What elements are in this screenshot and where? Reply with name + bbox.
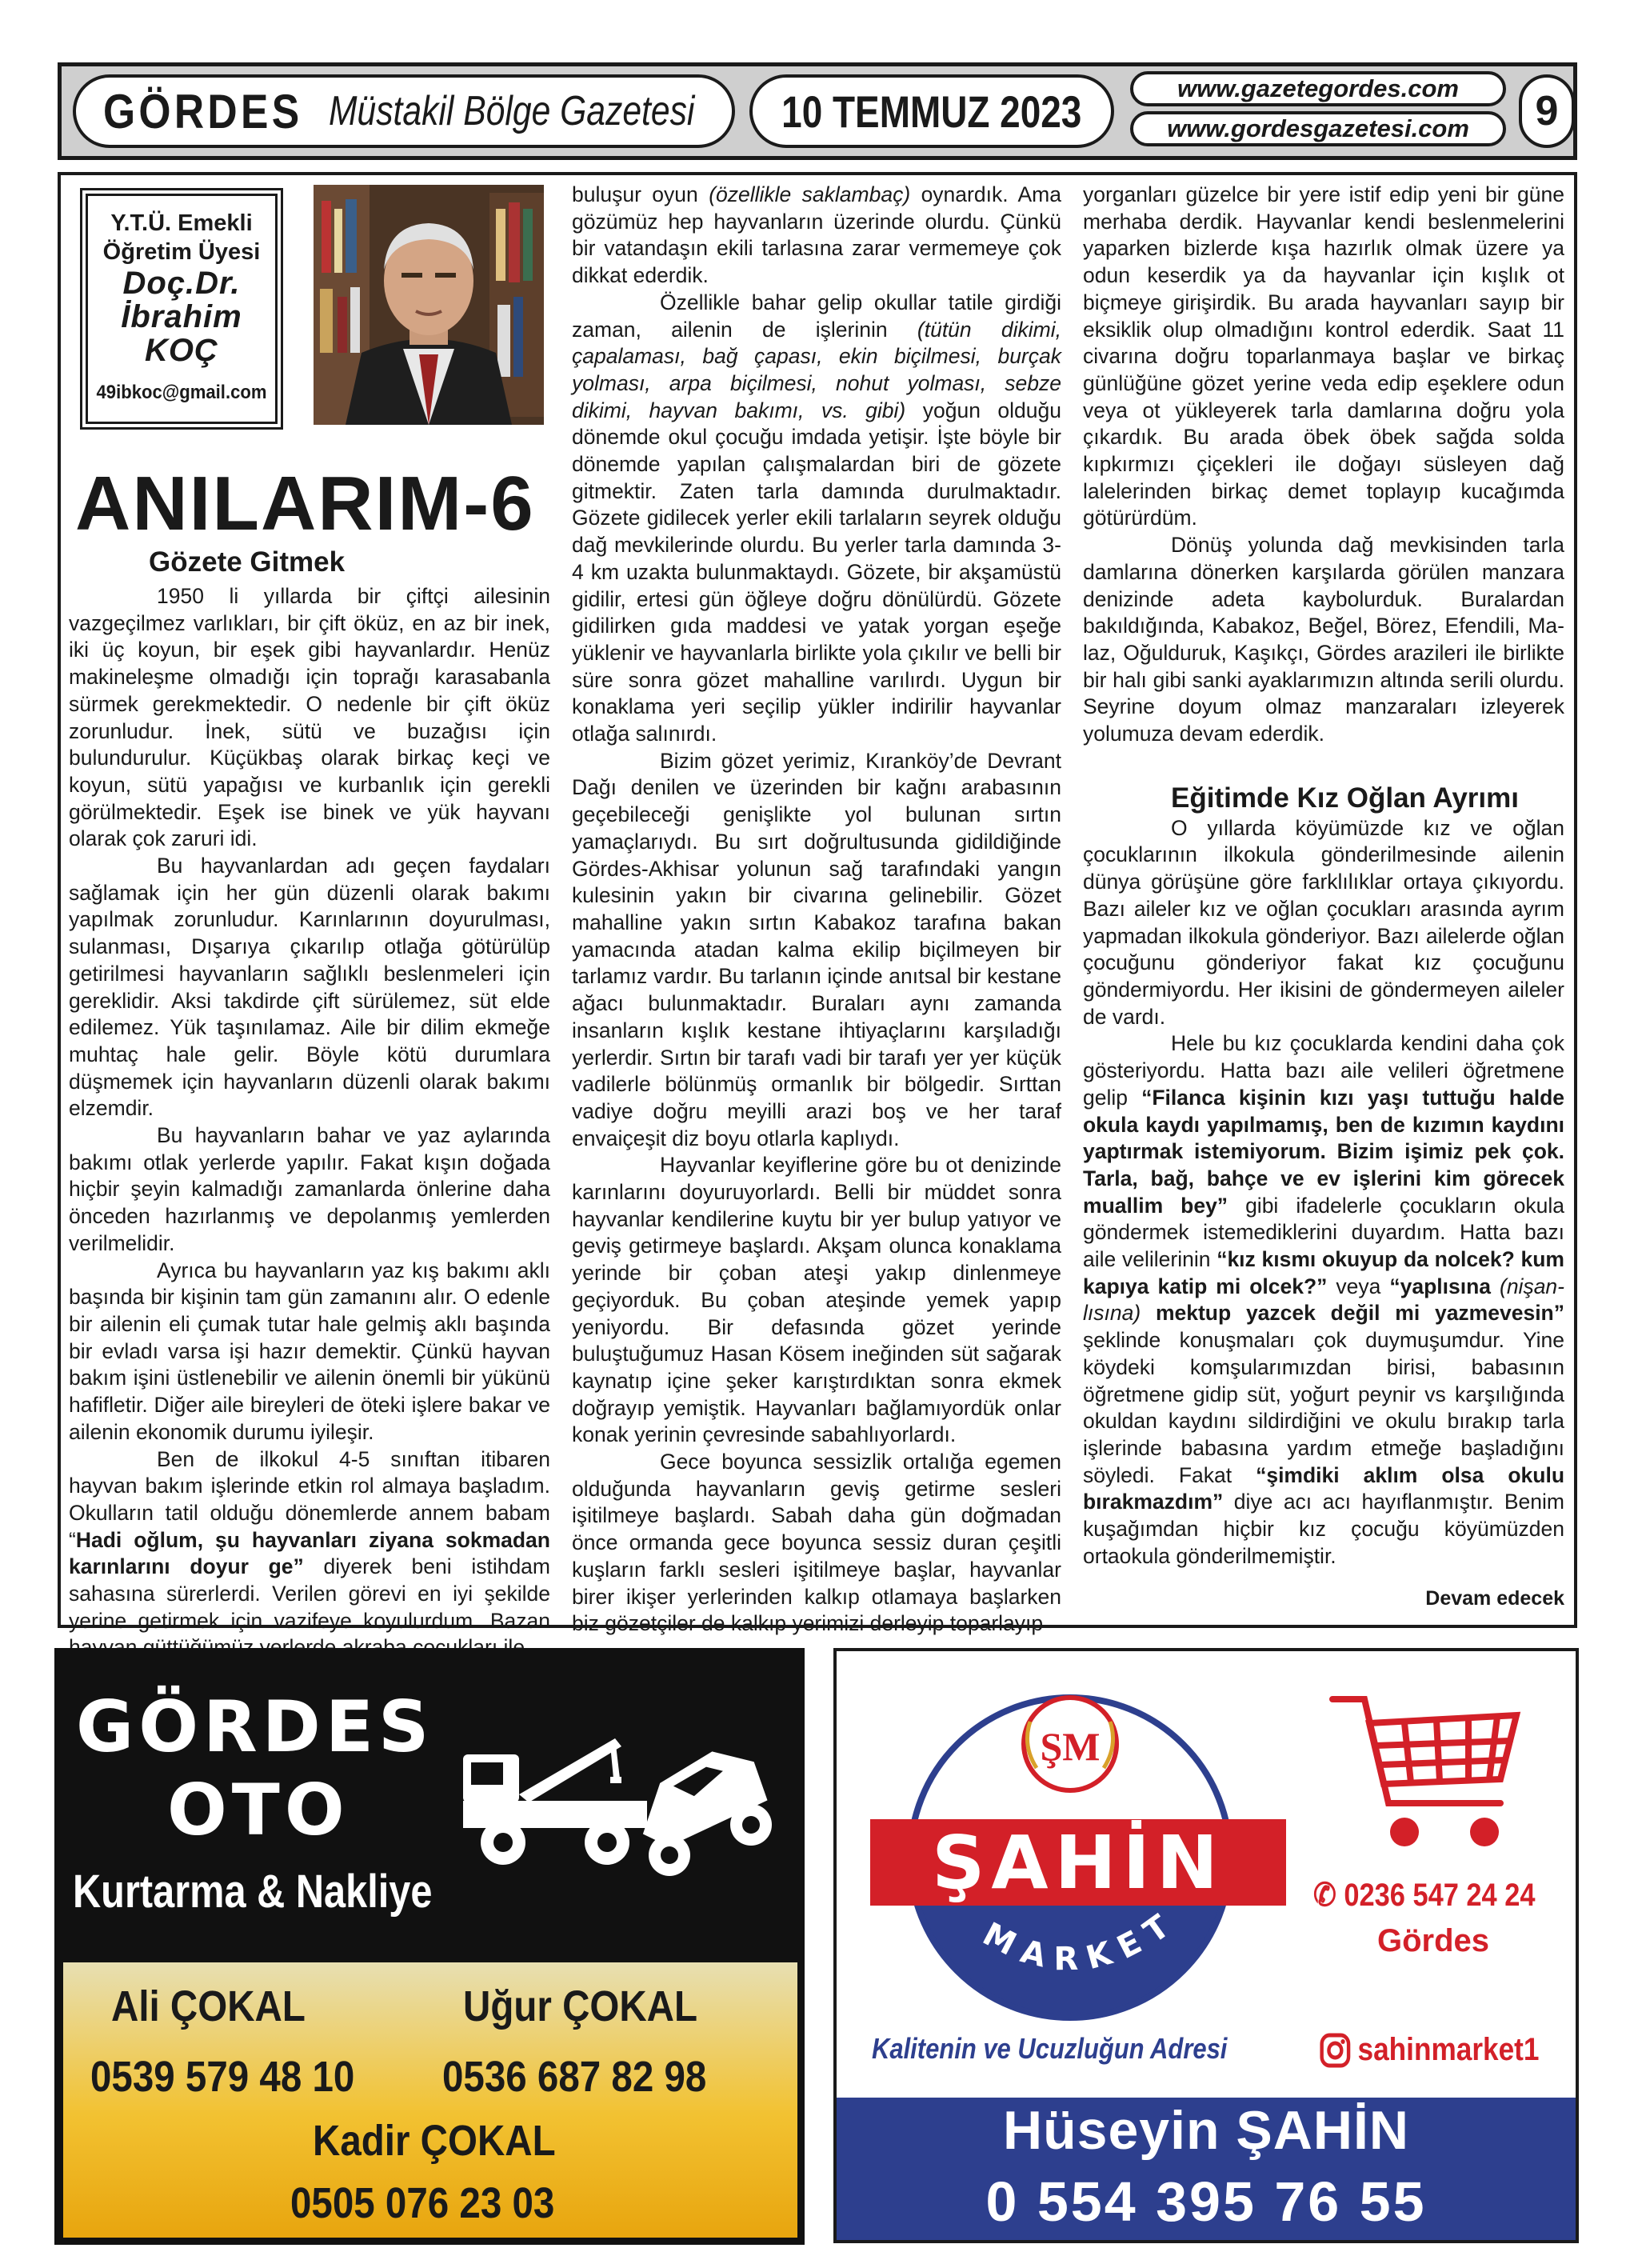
author-box <box>80 188 283 430</box>
tow-truck-icon <box>455 1706 775 1890</box>
ad-sahin-market <box>833 1648 1579 2243</box>
paragraph: Ayrıca bu hayvanların yaz kış bakımı aklı başında bir kişinin tam gün zamanını alır. O edenle bir ailenin eli çumak tutar hale gelmiş aklı başında bir evladı varsa işi hazır demektir. Çünkü hayvan bakım işini üstlenebilir ve ailenin önemli bir yükünü hafifletir. Diğer aile bireyleri de öteki işlere bakar ve ailenin ekonomik durumu iyileşir. <box>69 1258 550 1444</box>
italic-note: (özellikle saklambaç) <box>709 182 911 206</box>
author-line2: Öğretim Üyesi <box>102 239 261 265</box>
brand-sub: MARKET <box>977 1901 1186 1978</box>
website-link-2[interactable]: www.gordesgazetesi.com <box>1130 111 1506 146</box>
website-link-1[interactable]: www.gazetegordes.com <box>1130 71 1506 106</box>
paragraph: Gece boyunca sessizlik ortalığa egemen olduğunda hayvanların geviş getirme sesleri işitilmeye başlardı. Sabah daha gün doğmadan önce ormanda gece boyunca sessiz duran çeşitli kuşların farklı sesleri işitilmeye başlar, hayvanlar birer ikişer yerlerinden kalkıp otlamaya başlarken biz gözetçiler de kalkıp yerimizi derleyip toparlayıp <box>572 1450 1061 1636</box>
masthead <box>58 62 1577 160</box>
paragraph: yorganları güzelce bir yere istif edip yeni bir güne merhaba derdik. Hayvanlar kendi beslenmelerini yaparken bizlerde kışa hazırlık olmak üzere ya odun keserdik ya da hayvanlar için kışlık ot biçmeye girişirdik. Bu arada hayvanları sayıp bir eksiklik olup olmadığını kontrol ederdik. Saat 11 civarına doğru toparlanmaya başlar ve birkaç günlüğüne gözet yerine veda edip eşeklere odun veya ot yükleyerek tarla damlarına doğru yola çıkardık. Bu arada öbek öbek sağda solda kıpkırmızı çiçekleri ile doğayı süsleyen dağ lalelerinden birkaç demet toplayıp kucağımda götürürdüm. <box>1083 182 1564 530</box>
ad-oto-contacts <box>63 1962 797 2238</box>
instagram-icon <box>1320 2033 1351 2068</box>
market-slogan: Kalitenin ve Ucuzluğun Adresi <box>872 2032 1228 2065</box>
shopping-cart-icon <box>1324 1683 1532 1859</box>
ad-gordes-oto <box>54 1648 805 2245</box>
phone-icon: ✆ <box>1313 1878 1336 1913</box>
ad-oto-title: GÖRDES <box>76 1686 434 1768</box>
ad-oto-service: Kurtarma & Nakliye <box>73 1866 433 1918</box>
paragraph: Bu hayvanlardan adı geçen faydaları sağlamak için her gün düzenli olarak bakımı yapılmak zorunludur. Karınlarının doyurulması, sulanması, Dışarıya çıkarılıp otlağa götürülüp getirilmesi hayvanların sağlıklı beslenmeleri için gereklidir. Aksi takdirde çift sürülemez, süt elde edilemez. Yük taşınılamaz. Aile bir dilim ekmeğe muhtaç hale gelir. Böyle kötü durumlara düşmemek için hayvanların düzenli olarak bakımı elzemdir. <box>69 854 550 1121</box>
paragraph: Hayvanlar keyiflerine göre bu ot denizinde karınlarını doyuruyorlardı. Belli bir müddet sonra hayvanlar kendilerine kuytu bir yer bulup yatıyor ve geviş getirmeye başlardı. Akşam olunca konaklama yerinde bir çoban ateşi yakıp dinlenmeye geçiyorduk. Bu çoban ateşinde yemek yapıp yeniyordu. Bir defasında gözet yerinde buluştuğumuz Hasan Kösem ineğinden süt sağarak kaynatıp içine şeker karıştırdıktan sonra ekmek doğrayıp yemiştik. Hayvanları bağlamıyordük onlar konak yerinin çevresinde sabahlıyorlardı. <box>572 1153 1061 1447</box>
ad-oto-subtitle: OTO <box>167 1769 350 1851</box>
article-column-1 <box>69 583 550 1662</box>
brand-name: ŞAHİN <box>932 1820 1225 1906</box>
author-first-name: İbrahim <box>121 299 242 334</box>
author-title: Doç.Dr. <box>122 266 241 301</box>
contact-phone[interactable]: 0539 579 48 10 <box>90 2053 355 2101</box>
author-last-name: KOÇ <box>145 333 218 368</box>
paragraph: Bizim gözet yerimiz, Kıranköy’de Devrant Dağı denilen ve üzerinden bir kağnı arabasının geçebileceği genişlikte yol bulunan sırtın yamaçlarıydı. Bu sırt doğrultusunda gidildiğinde Gördes-Akhisar yolunun sağ tarafındaki yangın kulesinin yakın bir civarına gelinebilir. Gözet mahalline yakın sırtın Kabakoz tarafına bakan yamacında atadan kalma ekilip biçilmeyen bir tarlamız vardır. Bu tarlanın içinde anıtsal bir kestane ağacı bulunmaktadır. Buraları aynı zamanda insanların kışlık kestane ihtiyaçlarını karşıladığı yerlerdir. Sırtın bir tarafı vadi bir tarafı yer yer küçük vadilerle bölünmüş ormanlık bir bölgedir. Sırttan vadiye doğru meyilli arazi boş ve her taraf envaiçeşit diz boyu otlarla kaplıydı. <box>572 748 1061 1150</box>
paper-name: GÖRDES <box>103 84 303 138</box>
quote-bold: Hadi oğlum, şu hayvanları ziyana sokmadan karınlarını doyur ge” <box>69 1527 550 1579</box>
issue-date-text: 10 TEMMUZ 2023 <box>781 86 1082 137</box>
contact-name: Uğur ÇOKAL <box>463 1982 698 2030</box>
masthead-title-pill <box>73 74 735 148</box>
contact-phone[interactable]: 0536 687 82 98 <box>442 2053 707 2101</box>
contact-name: Ali ÇOKAL <box>111 1982 306 2030</box>
continued-note: Devam edecek <box>1425 1587 1564 1610</box>
paper-subtitle: Müstakil Bölge Gazetesi <box>329 88 695 134</box>
paragraph: Ben de ilkokul 4-5 sınıftan itibaren hayvan bakım işlerinde etkin rol almaya başladım. Okulların tatil olduğu dönemlerde annem babam “Hadi oğlum, şu hayvanları ziyana sokmadan karınlarını doyur ge” diyerek beni istihdam sahasına sürerlerdi. Verilen görevi en iyi şekilde yerine getirmek için vazifeye koyulurdum. Bazan <box>69 1446 550 1633</box>
issue-date <box>749 74 1114 148</box>
contact-phone[interactable]: 0505 076 23 03 <box>290 2179 555 2227</box>
article-column-2 <box>572 182 1061 1638</box>
owner-name: Hüseyin ŞAHİN <box>1003 2100 1409 2161</box>
article-column-3 <box>1083 182 1564 1613</box>
page-number: 9 <box>1519 74 1575 148</box>
author-photo <box>314 185 544 425</box>
logo-initials: ŞM <box>1040 1724 1101 1769</box>
article-headline: ANILARIM-6 <box>75 461 535 546</box>
owner-phone[interactable]: 0 554 395 76 55 <box>985 2170 1427 2233</box>
paragraph: Bu hayvanların bahar ve yaz aylarında bakımı otlak yerlerde yapılır. Fakat kışın doğada hiçbir şeyin kalmadığı zamanlarda önlerine daha önceden hazırlanmış ve depolanmış yemlerden verilmelidir. <box>69 1123 550 1255</box>
market-phone[interactable]: ✆ 0236 547 24 24 <box>1313 1878 1536 1913</box>
author-email[interactable]: 49ibkoc@gmail.com <box>96 382 267 403</box>
paragraph: Hele bu kız çocuklarda kendini daha çok gösteriyordu. Hatta bazı aile velileri öğretmene gelip “Filanca kişinin kızı yaşı tuttuğu halde okula kaydı yapılmamış, ben de kızımın kaydını yaptırmak istemiyorum. Bizim işimiz pek çok. Tarla, bağ, bahçe ve ev işlerini kim görecek muallim bey” gibi ifadelerle çocukların okula göndermek istemediklerini duyardım. Hatta bazı aile velilerinin “kız kısmı okuyup da nolcek? kum kapıya katip mi olcek?” veya “yaplısına (nişan-lısına) mektup yazcek değil mi yazmevesin” şeklinde konuşmaları çok duymuşumdur. Yine köydeki komşularımızdan birisi, babasının öğretmene gidip süt, yoğurt peynir vs karşılığında okuldan kaydını sildirdiğini ve okulu bırakıp tarla işlerinde babasına yardım etmeğe başladığını söyledi. Fakat “şimdiki aklım olsa okulu bırakmazdım” diye acı acı hayıflanmıştır. Benim kuşağımdan hiçbir kız çocuğu köyümüzden ortaokula gönderilmemiştir. <box>1083 1031 1565 1568</box>
paragraph: buluşur oyun (özellikle saklambaç) oynardık. Ama gözümüz hep hayvanların üzerinde olurdu. Çünkü bir vatandaşın ekili tarlasına zarar vermemeye çok dikkat ederdik. <box>572 182 1061 288</box>
paragraph: Özellikle bahar gelip okullar tatile girdiği zaman, ailenin de işlerinin (tütün dikimi, çapalaması, bağ çapası, ekin biçilmesi, burçak yolması, arpa biçilmesi, nohut yolması, sebze dikimi, hayvan bakımı, vs. gibi) yoğun olduğu dönemde okul çocuğu imdada yetişir. İşte böyle bir dönemde yapılan çalışmalardan biri de gözete gitmektir. Zaten tarla damında durulmaktadır. Gözete gidilecek yerler ekili tarlaların seyrek olduğu dağ mevkilerinde olurdu. Bu yerler tarla damında 3-4 km uzakta bulunmaktaydı. Gözete, bir akşamüstü gidilir, ertesi gün öğleye doğru dönülürdü. Gözete gidilirken gıda maddesi ve yatak yorgan eşeğe yüklenir ve hayvanlarla birlikte yola çıkılır ve belli bir süre sonra gözet mahalline varılırdı. Uygun bir konaklama yeri seçilip yükler indirilir hayvanlar otlağa salınırdı. <box>572 290 1062 746</box>
italic-note: (tütün dikimi, çapalaması, bağ çapası, ekin biçilmesi, burçak yolması, arpa biçilmesi, nohut yolması, sebze dikimi, hayvan bakımı, vs. gibi) <box>572 317 1062 422</box>
market-instagram[interactable]: sahinmarket1 <box>1320 2032 1539 2068</box>
article-subheading-2: Eğitimde Kız Oğlan Ayrımı <box>1171 782 1519 814</box>
paragraph: O yıllarda köyümüzde kız ve oğlan çocuklarının ilkokula gönderilmesinde ailenin dünya görüşüne göre farklılıklar ortaya çıkıyordu. Bazı aileler kız ve oğlan çocukları arasında ayrım yapmadan ilkokula gönderiyor. Bazı ailelerde oğlan çocuğunu gönderiyor fakat kız çocuğunu göndermiyordu. Her ikisini de göndermeyen aileler de vardı. <box>1083 815 1564 1029</box>
paragraph: Dönüş yolunda dağ mevkisinden tarla damlarına dönerken karşılarda görülen manzara denizinde adeta kaybolurduk. Buralardan bakıldığında, Kabakoz, Beğel, Börez, Efendili, Ma-laz, Oğulduruk, Kaşıkçı, Gördes arazileri ile birlikte bir halı gibi sanki ayaklarımızın altında serili olurdu. Seyrine doyum olmaz manzaraları izleyerek yolumuza devam ederdik. <box>1083 533 1564 746</box>
paragraph: 1950 li yıllarda bir çiftçi ailesinin vazgeçilmez varlıkları, bir çift öküz, en az bir inek, iki üç koyun, bir eşek gibi hayvanlardır. Henüz makineleşme olmadığı için toprağı karasabanla sürmek gerekmektedir. O nedenle bir çift öküz zorunludur. İnek, sütü ve buzağısı için bulundurulur. Küçükbaş olarak birkaç keçi ve koyun, sütü yapağısı ve kurbanlık için gerekli görülmektedir. Eşek ise binek ve yük hayvanı olarak çok zaruri idi. <box>69 584 550 851</box>
sahin-market-logo <box>870 1674 1286 2026</box>
contact-name: Kadir ÇOKAL <box>313 2117 556 2165</box>
author-line1: Y.T.Ü. Emekli <box>110 210 253 236</box>
market-city: Gördes <box>1377 1923 1490 1958</box>
article-subheading: Gözete Gitmek <box>149 546 346 578</box>
